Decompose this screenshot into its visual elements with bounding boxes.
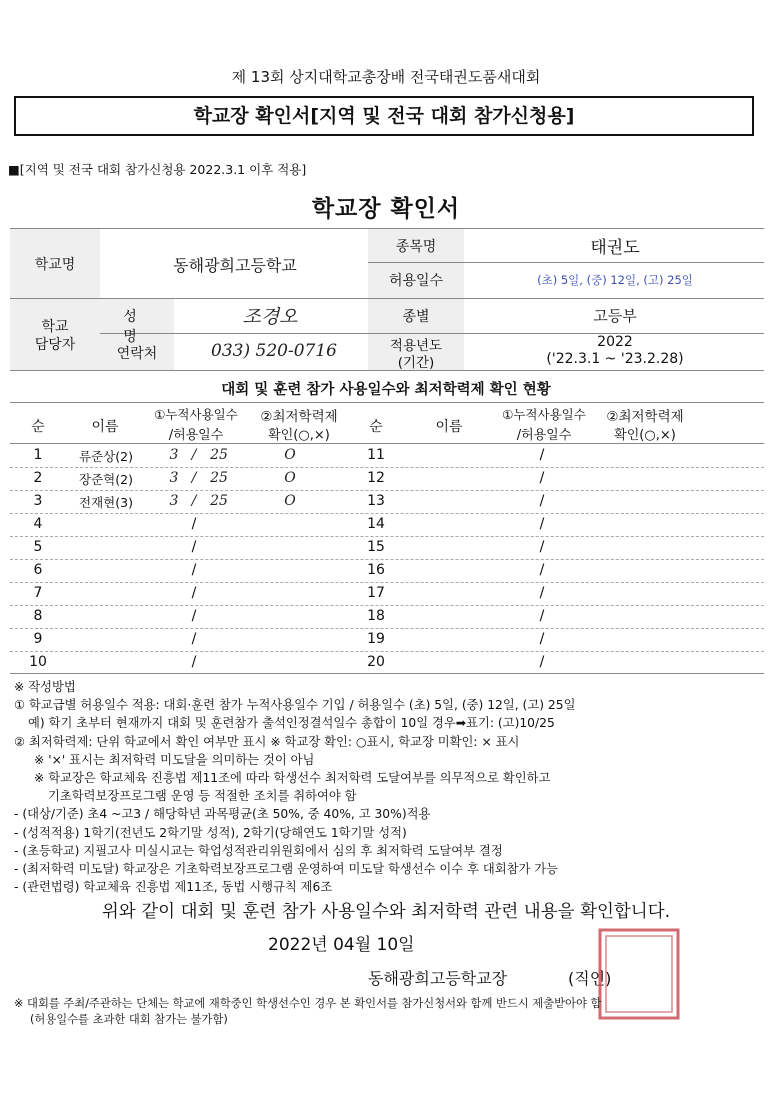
instruction-5: - (초등학교) 지필고사 미실시교는 학업성적관리위원회에서 심의 후 최저학력 도달여부 결정 (14, 843, 503, 858)
days-slash: / (539, 608, 545, 624)
days-label: 허용일수 (388, 273, 444, 289)
col-name-left: 이름 (91, 419, 119, 435)
row-divider (10, 513, 764, 514)
principal-name: 동해광희고등학교장 (368, 969, 508, 988)
days-slash: / (191, 631, 197, 647)
days-slash: / (539, 470, 545, 486)
used-days: 3 (169, 447, 179, 463)
days-slash: / (191, 470, 197, 486)
instruction-1a: ① 학교급별 허용일수 적용: 대회·훈련 참가 누적사용일수 기입 / 허용일수 (초) 5일, (중) 12일, (고) 25일 (14, 698, 576, 713)
instruction-3: - (대상/기준) 초4 ~고3 / 해당학년 과목평균(초 50%, 중 40%, 고 30%)적용 (14, 807, 431, 822)
instruction-7: - (관련법령) 학교체육 진흥법 제11조, 동법 시행규칙 제6조 (14, 880, 333, 895)
row-number: 15 (367, 539, 385, 555)
year-value-1: 2022 (597, 334, 633, 350)
competition-title: 제 13회 상지대학교총장배 전국태권도품새대회 (231, 68, 541, 86)
manager-label-2: 담당자 (34, 337, 76, 353)
category-value: 고등부 (593, 307, 637, 325)
days-slash: / (539, 585, 545, 601)
used-days: 3 (169, 470, 179, 486)
days-slash: / (191, 447, 197, 463)
school-value: 동해광희고등학교 (173, 256, 297, 275)
table-top-line (10, 402, 764, 403)
days-slash: / (191, 539, 197, 555)
row-number: 7 (33, 585, 43, 601)
row-divider (10, 605, 764, 606)
col-check-left-1: ②최저학력제 (260, 409, 338, 425)
row-number: 2 (33, 470, 43, 486)
instruction-2b: ※ '×' 표시는 최저학력 미도달을 의미하는 것이 아님 (34, 752, 315, 767)
row-number: 8 (33, 608, 43, 624)
instruction-6: - (최저학력 미도달) 학교장은 기초학력보장프로그램 운영하여 미도달 학생선수 이수 후 대회참가 가능 (14, 862, 559, 877)
col-days-right-2: /허용일수 (516, 428, 572, 443)
participant-name: 장준혁(2) (79, 472, 133, 487)
info-top-line (10, 228, 764, 229)
row-number: 17 (367, 585, 385, 601)
footnote-line-2: (허용일수를 초과한 대회 참가는 불가함) (30, 1013, 228, 1026)
days-slash: / (191, 562, 197, 578)
days-slash: / (191, 608, 197, 624)
row-number: 1 (33, 447, 43, 463)
col-name-right: 이름 (435, 419, 463, 435)
row-divider (10, 582, 764, 583)
footnote-line-1: ※ 대회를 주최/주관하는 단체는 학교에 재학중인 학생선수인 경우 본 확인서를 참가신청서와 함께 반드시 제출받아야 함 (14, 997, 602, 1010)
row-number: 11 (367, 447, 385, 463)
participant-name: 전재현(3) (79, 495, 133, 510)
col-check-left-2: 확인(○,×) (268, 428, 330, 443)
info-line-3 (10, 298, 764, 299)
min-academic-check: O (284, 447, 296, 463)
row-number: 3 (33, 493, 43, 509)
col-check-right-2: 확인(○,×) (614, 428, 676, 443)
instruction-2c: ※ 학교장은 학교체육 진흥법 제11조에 따라 학생선수 최저학력 도달여부를 의무적으로 확인하고 (34, 771, 551, 786)
table-header-line (10, 443, 764, 444)
school-label: 학교명 (34, 257, 76, 273)
allowed-days: 25 (210, 493, 228, 509)
instruction-2a: ② 최저학력제: 단위 학교에서 확인 여부만 표시 ※ 학교장 확인: ○표시, 학교장 미확인: × 표시 (14, 734, 520, 749)
col-check-right-1: ②최저학력제 (606, 409, 684, 425)
col-num-left: 순 (31, 419, 45, 435)
row-number: 12 (367, 470, 385, 486)
instruction-4: - (성적적용) 1학기(전년도 2학기말 성적), 2학기(당해연도 1학기말 성적) (14, 825, 407, 840)
info-line-2 (368, 262, 764, 263)
days-slash: / (191, 654, 197, 670)
sport-label: 종목명 (395, 239, 437, 255)
notice-text: ■[지역 및 전국 대회 참가신청용 2022.3.1 이후 적용] (8, 162, 307, 177)
name-value: 조경오 (242, 306, 298, 328)
phone-value: 033) 520-0716 (211, 341, 337, 361)
row-number: 10 (29, 654, 47, 670)
days-slash: / (539, 654, 545, 670)
footnote (14, 996, 754, 1028)
row-number: 13 (367, 493, 385, 509)
manager-label-1: 학교 (41, 319, 69, 335)
col-days-right-1: ①누적사용일수 (502, 407, 586, 422)
row-divider (10, 651, 764, 652)
row-number: 20 (367, 654, 385, 670)
row-divider (10, 628, 764, 629)
row-divider (10, 559, 764, 560)
col-days-left-2: /허용일수 (168, 428, 224, 443)
col-days-left-1: ①누적사용일수 (154, 407, 238, 422)
banner-title: 학교장 확인서[지역 및 전국 대회 참가신청용] (14, 96, 754, 136)
row-number: 4 (33, 516, 43, 532)
row-number: 16 (367, 562, 385, 578)
row-divider (10, 467, 764, 468)
days-value: (초) 5일, (중) 12일, (고) 25일 (537, 273, 693, 287)
row-divider (10, 490, 764, 491)
days-slash: / (539, 562, 545, 578)
days-slash: / (539, 631, 545, 647)
row-number: 14 (367, 516, 385, 532)
min-academic-check: O (284, 470, 296, 486)
days-slash: / (539, 447, 545, 463)
days-slash: / (191, 585, 197, 601)
row-number: 6 (33, 562, 43, 578)
days-slash: / (539, 493, 545, 509)
row-number: 9 (33, 631, 43, 647)
allowed-days: 25 (210, 447, 228, 463)
col-num-right: 순 (369, 419, 383, 435)
issue-date: 2022년 04월 10일 (268, 935, 415, 955)
instructions-heading: ※ 작성방법 (14, 680, 76, 694)
seal-mark: (직인) (568, 969, 612, 988)
allowed-days: 25 (210, 470, 228, 486)
row-divider (10, 536, 764, 537)
instruction-2d: 기초학력보장프로그램 운영 등 적절한 조치를 취하여야 함 (48, 789, 357, 804)
days-slash: / (539, 516, 545, 532)
table-bottom-line (10, 673, 764, 674)
category-label: 종별 (402, 309, 430, 325)
days-slash: / (191, 493, 197, 509)
confirmation-statement: 위와 같이 대회 및 훈련 참가 사용일수와 최저학력 관련 내용을 확인합니다. (101, 902, 671, 922)
name-label: 성 명 (123, 309, 151, 345)
row-number: 5 (33, 539, 43, 555)
instructions (14, 678, 754, 896)
document-title: 학교장 확인서 (311, 196, 461, 222)
min-academic-check: O (284, 493, 296, 509)
participant-name: 류준상(2) (79, 449, 133, 464)
row-number: 18 (367, 608, 385, 624)
row-number: 19 (367, 631, 385, 647)
year-label-2: (기간) (397, 355, 435, 371)
days-slash: / (539, 539, 545, 555)
table-title: 대회 및 훈련 참가 사용일수와 최저학력제 확인 현황 (221, 382, 551, 398)
year-value-2: ('22.3.1 ~ '23.2.28) (546, 351, 684, 367)
year-label-1: 적용년도 (389, 338, 443, 354)
used-days: 3 (169, 493, 179, 509)
instruction-1b: 예) 학기 초부터 현재까지 대회 및 훈련참가 출석인정결석일수 총합이 10일 경우➡표기: (고)10/25 (28, 716, 555, 731)
sport-value: 태권도 (590, 238, 640, 258)
phone-label: 연락처 (116, 346, 158, 362)
days-slash: / (191, 516, 197, 532)
